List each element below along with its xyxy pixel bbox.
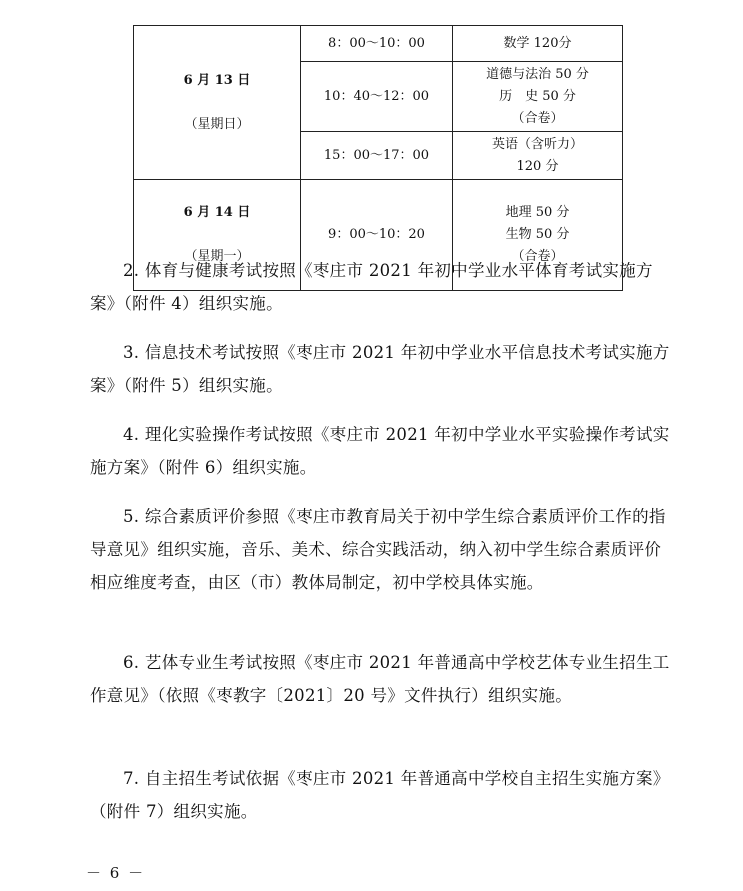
subject-cell: 英语（含听力） 120 分 <box>453 132 623 180</box>
paragraph-item-2: 2. 体育与健康考试按照《枣庄市 2021 年初中学业水平体育考试实施方案》（附件 4）组织实施。 <box>90 261 653 313</box>
date-label: 6 月 14 日 <box>183 205 251 220</box>
date-cell <box>134 26 301 180</box>
time-cell: 9：00～10：20 <box>301 180 453 291</box>
page-number: － 6 － <box>86 864 146 882</box>
paragraph-item-7: 7. 自主招生考试依据《枣庄市 2021 年普通高中学校自主招生实施方案》（附件 7）组织实施。 <box>90 769 670 821</box>
table-row <box>134 26 623 62</box>
paragraph-item-4: 4. 理化实验操作考试按照《枣庄市 2021 年初中学业水平实验操作考试实施方案》（附件 6）组织实施。 <box>90 425 670 477</box>
time-cell: 10：40～12：00 <box>301 62 453 132</box>
weekday-label: （星期一） <box>184 249 250 264</box>
weekday-label: （星期日） <box>184 116 250 132</box>
exam-schedule-table <box>133 25 623 291</box>
time-cell: 15：00～17：00 <box>301 132 453 180</box>
date-label: 6 月 13 日 <box>183 72 251 88</box>
subject-cell: 地理 50 分 生物 50 分 （合卷） <box>453 180 623 291</box>
subject-cell: 数学 120分 <box>453 26 623 62</box>
paragraph-item-5: 5. 综合素质评价参照《枣庄市教育局关于初中学生综合素质评价工作的指导意见》组织实施，音乐、美术、综合实践活动，纳入初中学生综合素质评价相应维度考查，由区（市）教体局制定，初中学校具体实施。 <box>90 507 666 592</box>
paragraph-item-3: 3. 信息技术考试按照《枣庄市 2021 年初中学业水平信息技术考试实施方案》（附件 5）组织实施。 <box>90 343 670 395</box>
paragraph-item-6: 6. 艺体专业生考试按照《枣庄市 2021 年普通高中学校艺体专业生招生工作意见》（依照《枣教字〔2021〕20 号》文件执行）组织实施。 <box>90 653 670 705</box>
time-cell: 8：00～10：00 <box>301 26 453 62</box>
subject-cell: 道德与法治 50 分 历 史 50 分 （合卷） <box>453 62 623 132</box>
